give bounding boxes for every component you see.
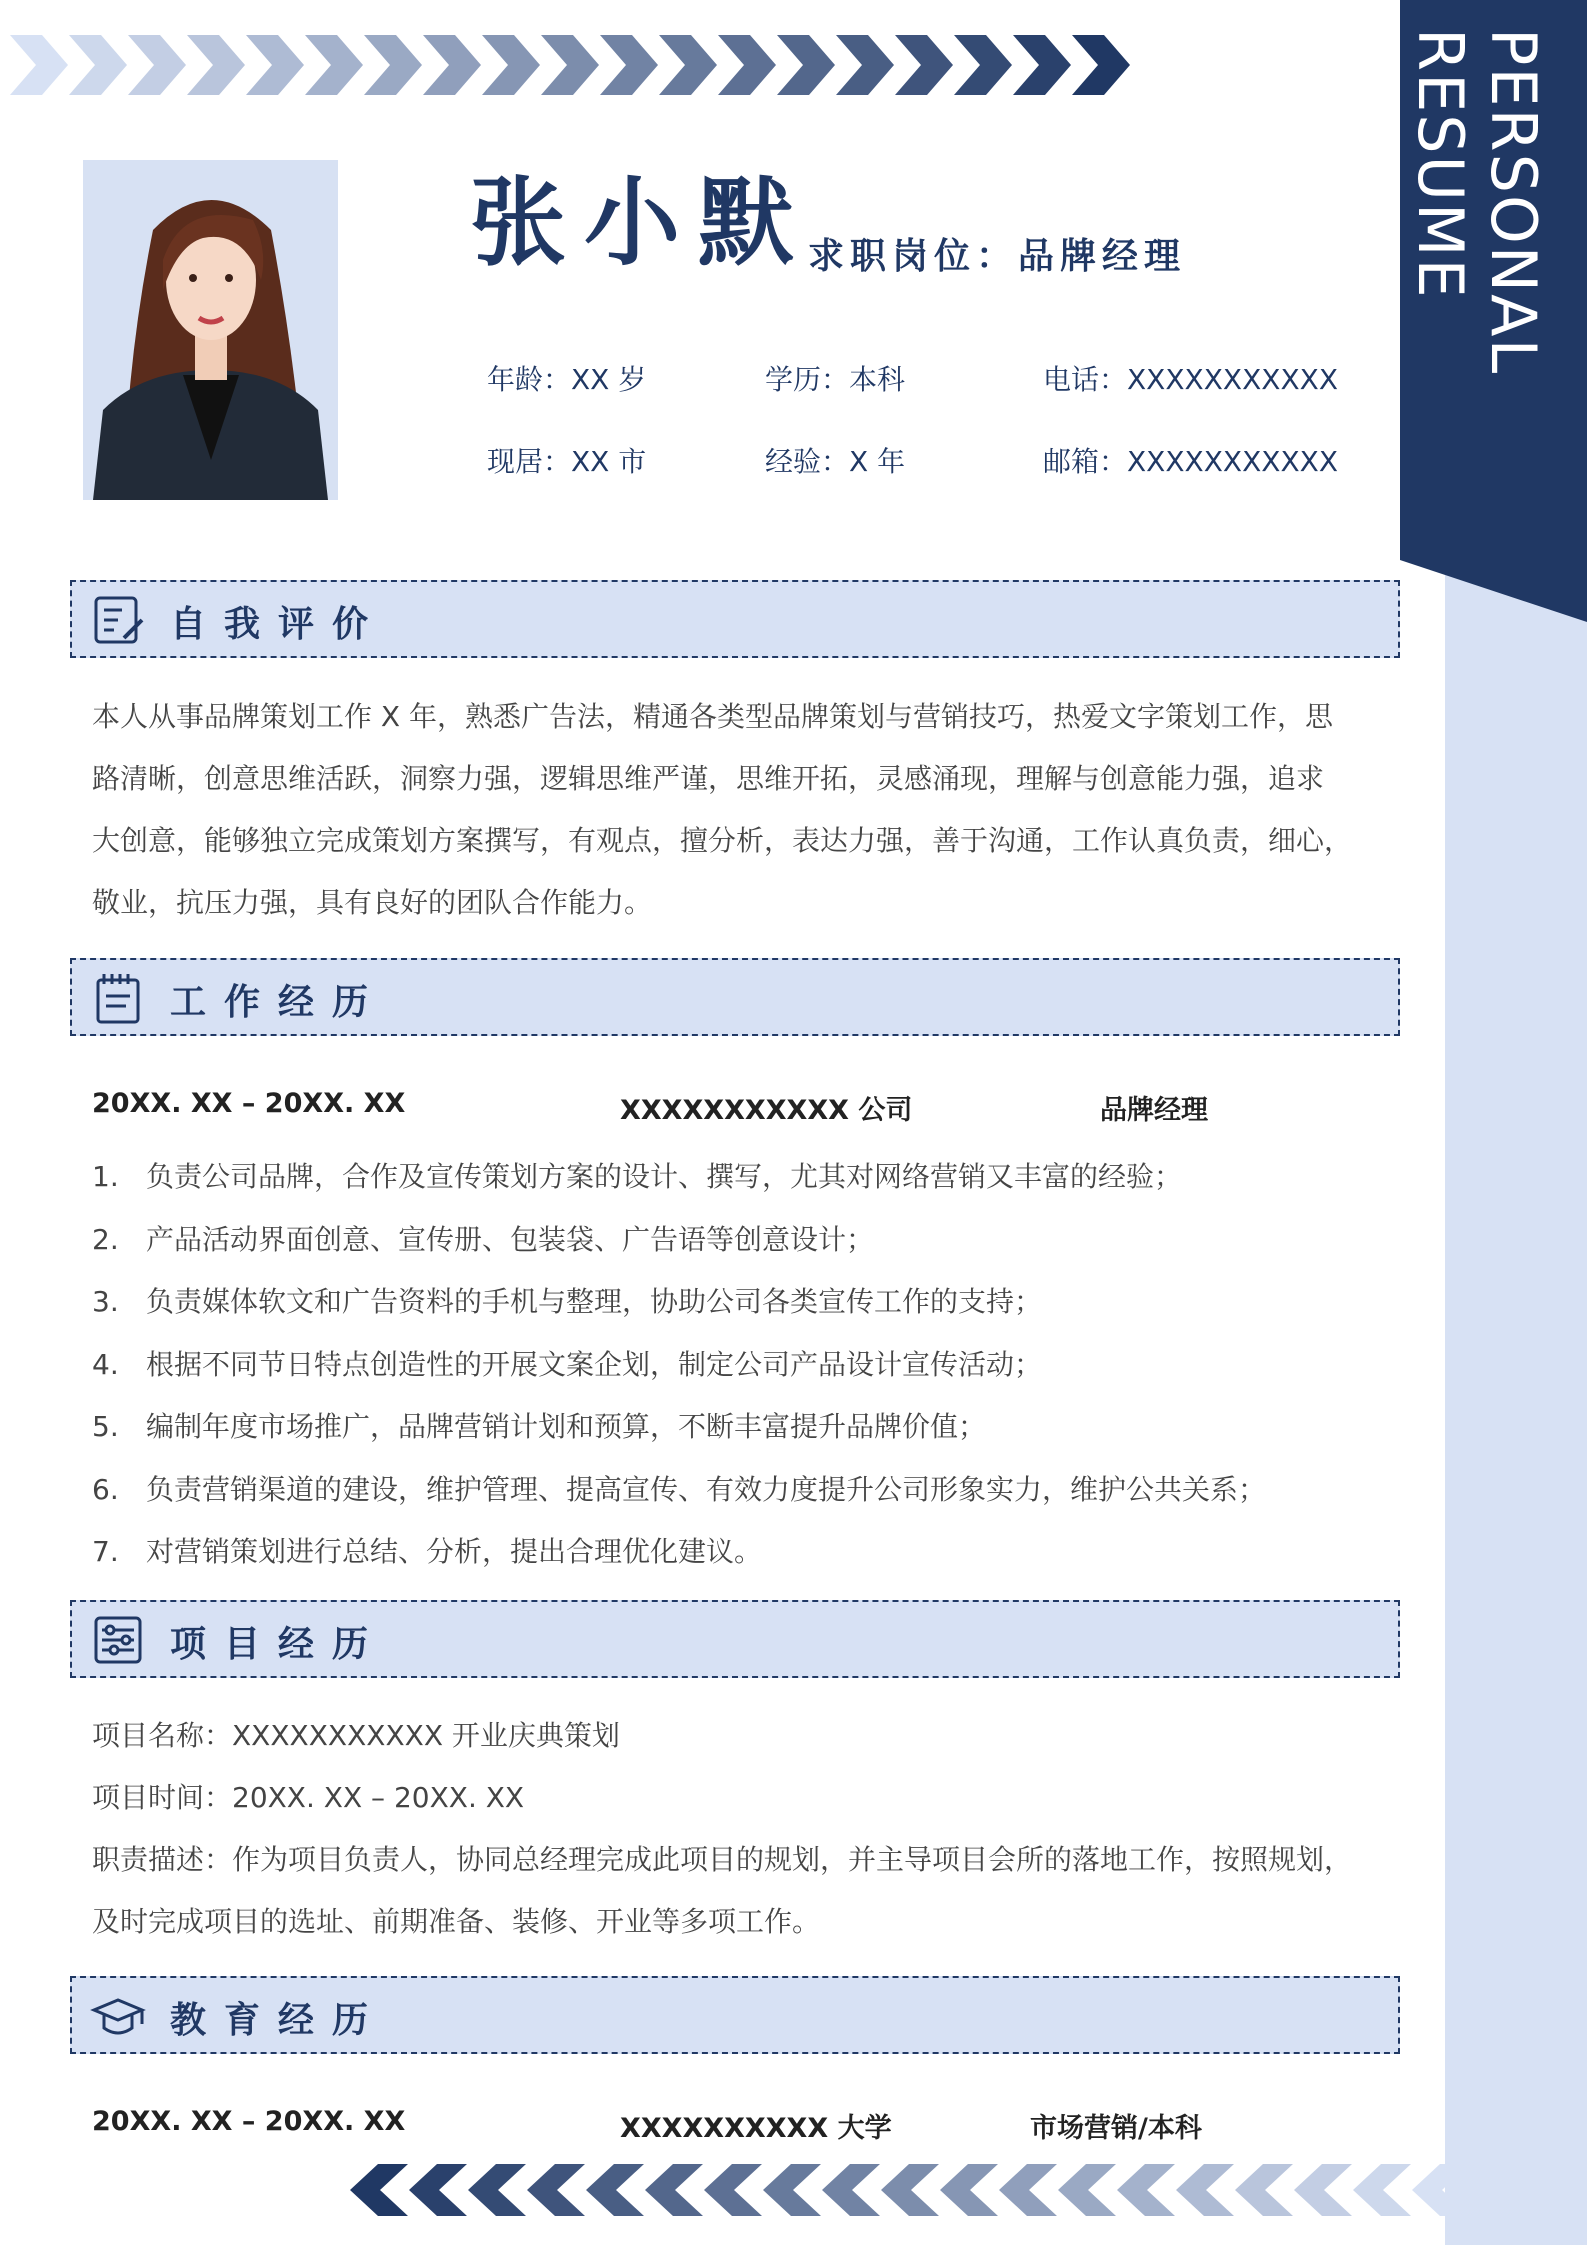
chevron-right-icon — [364, 35, 422, 95]
chevron-right-icon — [718, 35, 776, 95]
project-desc-line: 职责描述：作为项目负责人，协同总经理完成此项目的规划，并主导项目会所的落地工作，按照规划， — [92, 1843, 1353, 1876]
info-residence: 现居：XX 市 — [487, 445, 647, 478]
list-item: 4. 根据不同节日特点创造性的开展文案企划，制定公司产品设计宣传活动； — [92, 1347, 1043, 1381]
section-header-education — [70, 1976, 1400, 2054]
chevron-left-icon — [763, 2164, 821, 2216]
chevron-left-icon — [881, 2164, 939, 2216]
chevron-right-icon — [777, 35, 835, 95]
top-chevron-decoration — [0, 30, 1140, 100]
self-eval-line: 路清晰，创意思维活跃，洞察力强，逻辑思维严谨，思维开拓，灵感涌现，理解与创意能力强，追求 — [92, 762, 1325, 795]
chevron-left-icon — [1117, 2164, 1175, 2216]
education-school: XXXXXXXXXX 大学 — [620, 2113, 892, 2144]
chevron-left-icon — [1412, 2164, 1470, 2216]
section-title-self-eval: 自我评价 — [170, 604, 387, 645]
bottom-chevron-decoration — [350, 2160, 1470, 2220]
education-major: 市场营销/本科 — [1030, 2113, 1202, 2144]
list-item: 3. 负责媒体软文和广告资料的手机与整理，协助公司各类宣传工作的支持； — [92, 1285, 1043, 1318]
project-desc-line: 及时完成项目的选址、前期准备、装修、开业等多项工作。 — [92, 1905, 821, 1938]
info-phone: 电话：XXXXXXXXXXX — [1043, 363, 1338, 396]
info-age: 年龄：XX 岁 — [487, 363, 647, 396]
list-item: 6. 负责营销渠道的建设，维护管理、提高宣传、有效力度提升公司形象实力，维护公共关系； — [92, 1472, 1267, 1506]
chevron-right-icon — [128, 35, 186, 95]
chevron-left-icon — [704, 2164, 762, 2216]
chevron-left-icon — [999, 2164, 1057, 2216]
chevron-left-icon — [822, 2164, 880, 2216]
list-item: 5. 编制年度市场推广，品牌营销计划和预算，不断丰富提升品牌价值； — [92, 1410, 987, 1443]
chevron-right-icon — [600, 35, 658, 95]
section-header-project — [70, 1600, 1400, 1678]
chevron-left-icon — [1294, 2164, 1352, 2216]
sliders-icon — [90, 1612, 146, 1668]
self-eval-text — [92, 686, 1392, 934]
self-eval-line: 本人从事品牌策划工作 X 年，熟悉广告法，精通各类型品牌策划与营销技巧，热爱文字策划工作，思 — [92, 700, 1333, 733]
info-email: 邮箱：XXXXXXXXXXX — [1043, 445, 1338, 478]
section-header-work — [70, 958, 1400, 1036]
chevron-left-icon — [527, 2164, 585, 2216]
chevron-left-icon — [468, 2164, 526, 2216]
work-period: 20XX. XX – 20XX. XX — [92, 1088, 406, 1119]
list-item: 1. 负责公司品牌，合作及宣传策划方案的设计、撰写，尤其对网络营销又丰富的经验； — [92, 1160, 1183, 1193]
chevron-right-icon — [541, 35, 599, 95]
notepad-icon — [90, 970, 146, 1026]
chevron-right-icon — [187, 35, 245, 95]
chevron-left-icon — [586, 2164, 644, 2216]
list-item: 7. 对营销策划进行总结、分析，提出合理优化建议。 — [92, 1535, 763, 1568]
self-eval-line: 敬业，抗压力强，具有良好的团队合作能力。 — [92, 886, 653, 919]
chevron-left-icon — [1176, 2164, 1234, 2216]
chevron-right-icon — [482, 35, 540, 95]
section-title-education: 教育经历 — [170, 2000, 387, 2041]
info-education: 学历：本科 — [765, 363, 906, 396]
chevron-left-icon — [1235, 2164, 1293, 2216]
chevron-right-icon — [954, 35, 1012, 95]
chevron-right-icon — [69, 35, 127, 95]
edit-document-icon — [90, 592, 146, 648]
project-name: 项目名称：XXXXXXXXXXX 开业庆典策划 — [92, 1719, 620, 1752]
chevron-right-icon — [246, 35, 304, 95]
job-position: 求职岗位：品牌经理 — [808, 236, 1187, 277]
chevron-left-icon — [350, 2164, 408, 2216]
education-period: 20XX. XX – 20XX. XX — [92, 2106, 406, 2137]
chevron-right-icon — [659, 35, 717, 95]
chevron-right-icon — [1013, 35, 1071, 95]
section-header-self-eval — [70, 580, 1400, 658]
chevron-left-icon — [940, 2164, 998, 2216]
chevron-right-icon — [836, 35, 894, 95]
chevron-left-icon — [409, 2164, 467, 2216]
self-eval-line: 大创意，能够独立完成策划方案撰写，有观点，擅分析，表达力强，善于沟通，工作认真负责，细心， — [92, 824, 1353, 857]
profile-photo — [83, 160, 338, 500]
section-title-work: 工作经历 — [170, 982, 387, 1023]
work-company: XXXXXXXXXXX 公司 — [620, 1095, 913, 1126]
graduation-cap-icon — [90, 1988, 146, 2044]
chevron-right-icon — [423, 35, 481, 95]
info-experience: 经验：X 年 — [765, 445, 906, 478]
chevron-right-icon — [1072, 35, 1130, 95]
work-role: 品牌经理 — [1100, 1095, 1208, 1126]
chevron-left-icon — [1353, 2164, 1411, 2216]
avatar-illustration — [83, 160, 338, 500]
section-title-project: 项目经历 — [170, 1624, 387, 1665]
chevron-right-icon — [10, 35, 68, 95]
chevron-right-icon — [895, 35, 953, 95]
chevron-left-icon — [1058, 2164, 1116, 2216]
project-time: 项目时间：20XX. XX – 20XX. XX — [92, 1781, 525, 1814]
chevron-right-icon — [305, 35, 363, 95]
work-duties-list — [92, 1146, 1392, 1584]
personal-resume-vertical-title: PERSONAL RESUME — [1404, 28, 1550, 376]
list-item: 2. 产品活动界面创意、宣传册、包装袋、广告语等创意设计； — [92, 1222, 875, 1256]
candidate-name: 张小默 — [470, 166, 812, 279]
chevron-left-icon — [645, 2164, 703, 2216]
